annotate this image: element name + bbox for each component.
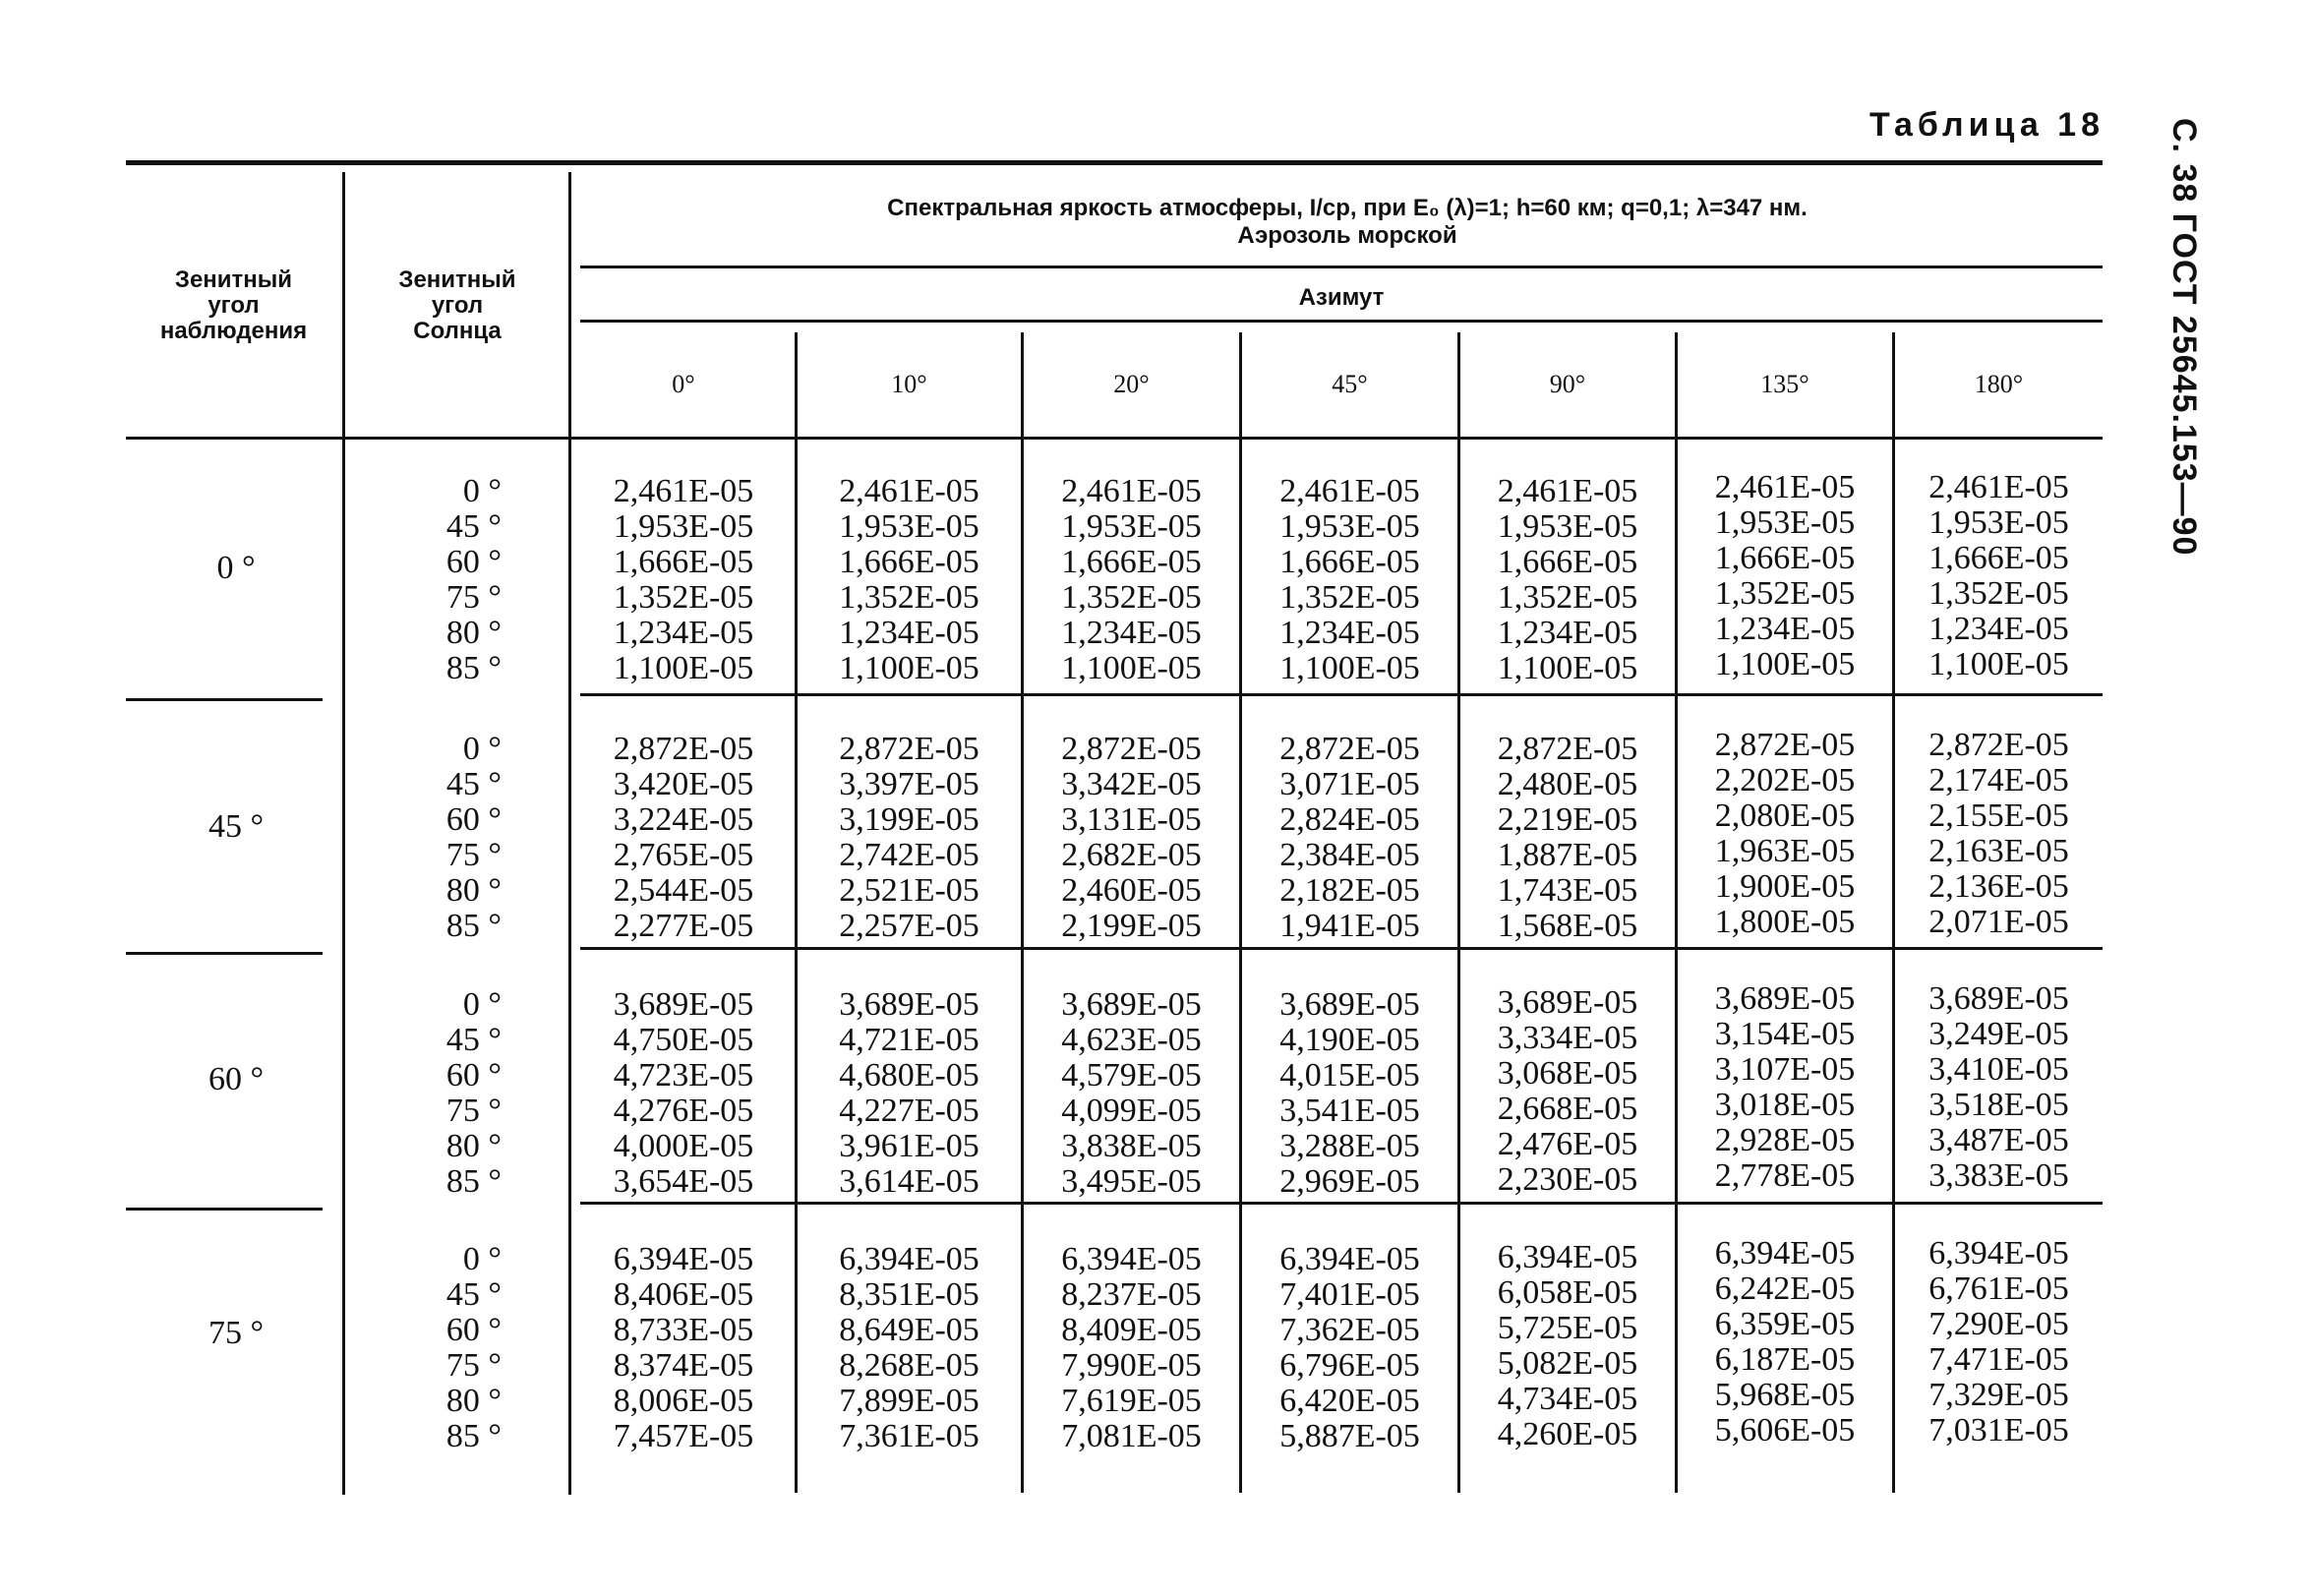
value-column (1460, 732, 1675, 944)
table-cell: 7,990E-05 (1061, 1347, 1202, 1384)
sun-angle-value: 60 ° (445, 1312, 502, 1348)
table-cell: 1,234E-05 (1061, 615, 1202, 651)
table-cell: 1,100E-05 (839, 650, 979, 686)
sun-angle-header (349, 267, 565, 344)
table-cell: 1,666E-05 (1279, 544, 1420, 580)
table-cell: 4,260E-05 (1497, 1416, 1638, 1452)
azimuth-col-45: 45° (1332, 370, 1368, 398)
group-rule-3b (580, 1202, 2103, 1205)
azimuth-rule (580, 320, 2103, 323)
azimuth-col-180: 180° (1974, 370, 2024, 398)
table-cell: 1,234E-05 (839, 615, 979, 651)
table-cell: 2,872E-05 (1714, 727, 1856, 763)
table-cell: 7,471E-05 (1928, 1341, 2069, 1378)
table-cell: 4,721E-05 (839, 1022, 979, 1058)
table-cell: 1,666E-05 (1714, 540, 1856, 576)
sun-angle-value: 45 ° (445, 1276, 502, 1313)
table-cell: 8,409E-05 (1061, 1312, 1202, 1348)
table-cell: 3,689E-05 (1279, 986, 1420, 1023)
table-cell: 3,342E-05 (1061, 766, 1202, 802)
table-cell: 2,668E-05 (1497, 1091, 1638, 1127)
table-cell: 3,487E-05 (1928, 1122, 2069, 1158)
table-cell: 1,666E-05 (1497, 544, 1638, 580)
caption-line-1: Спектральная яркость атмосферы, I/ср, при E₀ (λ)=1; h=60 км; q=0,1; λ=347 нм. (887, 195, 1808, 221)
table-cell: 1,352E-05 (1061, 579, 1202, 616)
table-cell: 1,953E-05 (613, 508, 754, 545)
value-column (798, 474, 1021, 686)
group-rule-2b (580, 947, 2103, 950)
table-cell: 2,461E-05 (1714, 469, 1856, 505)
table-cell: 3,071E-05 (1279, 766, 1420, 802)
caption-line-2: Аэрозоль морской (1237, 222, 1457, 249)
table-cell: 3,018E-05 (1714, 1087, 1856, 1123)
caption-rule (580, 266, 2103, 268)
value-column (1678, 470, 1892, 682)
table-cell: 3,689E-05 (1061, 986, 1202, 1023)
obs-angle-header-line: Зенитный (174, 266, 293, 293)
table-cell: 3,689E-05 (1714, 980, 1856, 1017)
table-cell: 8,268E-05 (839, 1347, 979, 1384)
table-cell: 1,352E-05 (1714, 575, 1856, 612)
value-column (572, 987, 795, 1200)
table-cell: 3,961E-05 (839, 1128, 979, 1164)
sun-angle-list (384, 732, 502, 944)
table-cell: 2,163E-05 (1928, 833, 2069, 869)
table-cell: 3,288E-05 (1279, 1128, 1420, 1164)
value-column (1460, 1240, 1675, 1452)
value-column (1460, 985, 1675, 1198)
table-cell: 1,352E-05 (839, 579, 979, 616)
table-cell: 3,420E-05 (613, 766, 754, 802)
table-cell: 7,329E-05 (1928, 1377, 2069, 1413)
table-cell: 2,872E-05 (839, 731, 979, 767)
table-cell: 1,100E-05 (1279, 650, 1420, 686)
table-cell: 8,006E-05 (613, 1383, 754, 1419)
table-cell: 2,257E-05 (839, 908, 979, 944)
table-cell: 3,614E-05 (839, 1163, 979, 1200)
table-cell: 1,953E-05 (1714, 504, 1856, 541)
table-cell: 2,824E-05 (1279, 801, 1420, 838)
value-column (798, 1242, 1021, 1454)
table-cell: 4,190E-05 (1279, 1022, 1420, 1058)
sun-angle-value: 0 ° (462, 473, 502, 509)
table-cell: 3,199E-05 (839, 801, 979, 838)
table-cell: 1,666E-05 (1928, 540, 2069, 576)
sun-angle-value: 75 ° (445, 1347, 502, 1384)
value-column (1460, 474, 1675, 686)
table-cell: 3,068E-05 (1497, 1055, 1638, 1092)
table-cell: 2,182E-05 (1279, 872, 1420, 909)
value-column (1895, 1236, 2103, 1448)
sun-angle-list (384, 1242, 502, 1454)
table-cell: 2,969E-05 (1279, 1163, 1420, 1200)
obs-angle-header-line: угол (208, 292, 260, 319)
value-column (798, 732, 1021, 944)
table-cell: 3,541E-05 (1279, 1093, 1420, 1129)
table-cell: 2,872E-05 (1928, 727, 2069, 763)
table-cell: 1,953E-05 (1279, 508, 1420, 545)
value-column (1895, 470, 2103, 682)
table-cell: 4,623E-05 (1061, 1022, 1202, 1058)
table-cell: 8,406E-05 (613, 1276, 754, 1313)
table-cell: 6,394E-05 (613, 1241, 754, 1277)
sun-angle-value: 45 ° (445, 766, 502, 802)
table-cell: 1,234E-05 (613, 615, 754, 651)
table-cell: 2,928E-05 (1714, 1122, 1856, 1158)
table-cell: 2,277E-05 (613, 908, 754, 944)
value-column (1678, 728, 1892, 940)
table-cell: 2,461E-05 (1928, 469, 2069, 505)
obs-angle-value: 60 ° (208, 1061, 265, 1097)
table-cell: 3,518E-05 (1928, 1087, 2069, 1123)
table-cell: 2,155E-05 (1928, 798, 2069, 834)
top-rule (126, 160, 2103, 165)
table-cell: 3,689E-05 (613, 986, 754, 1023)
table-cell: 1,666E-05 (613, 544, 754, 580)
table-cell: 1,352E-05 (613, 579, 754, 616)
table-cell: 2,461E-05 (1497, 473, 1638, 509)
table-cell: 2,682E-05 (1061, 837, 1202, 873)
sun-angle-value: 75 ° (445, 1093, 502, 1129)
table-caption (590, 195, 2105, 250)
value-column (1242, 987, 1457, 1200)
table-cell: 6,359E-05 (1714, 1306, 1856, 1342)
table-cell: 1,100E-05 (1928, 646, 2069, 682)
table-cell: 1,743E-05 (1497, 872, 1638, 909)
value-column (1024, 732, 1239, 944)
table-cell: 3,495E-05 (1061, 1163, 1202, 1200)
group-rule-1 (126, 698, 323, 701)
sun-angle-value: 60 ° (445, 801, 502, 838)
sun-angle-value: 80 ° (445, 872, 502, 909)
table-cell: 3,154E-05 (1714, 1016, 1856, 1052)
value-column (1242, 474, 1457, 686)
sun-angle-value: 85 ° (445, 650, 502, 686)
table-cell: 2,136E-05 (1928, 868, 2069, 905)
table-cell: 6,394E-05 (1497, 1239, 1638, 1275)
table-cell: 2,174E-05 (1928, 762, 2069, 798)
sun-angle-list (384, 474, 502, 686)
table-cell: 1,953E-05 (1928, 504, 2069, 541)
sun-angle-value: 45 ° (445, 1022, 502, 1058)
table-cell: 1,963E-05 (1714, 833, 1856, 869)
table-cell: 8,733E-05 (613, 1312, 754, 1348)
sun-angle-value: 45 ° (445, 508, 502, 545)
table-cell: 4,734E-05 (1497, 1381, 1638, 1417)
table-cell: 7,031E-05 (1928, 1412, 2069, 1448)
table-cell: 2,480E-05 (1497, 766, 1638, 802)
table-label: Таблица 18 (1869, 106, 2105, 144)
table-cell: 3,107E-05 (1714, 1051, 1856, 1088)
table-cell: 2,872E-05 (1061, 731, 1202, 767)
table-cell: 3,131E-05 (1061, 801, 1202, 838)
sun-angle-value: 80 ° (445, 1128, 502, 1164)
table-cell: 8,237E-05 (1061, 1276, 1202, 1313)
value-column (1242, 1242, 1457, 1454)
table-cell: 8,374E-05 (613, 1347, 754, 1384)
table-cell: 1,953E-05 (839, 508, 979, 545)
table-cell: 1,953E-05 (1497, 508, 1638, 545)
table-cell: 5,082E-05 (1497, 1345, 1638, 1382)
table-cell: 2,230E-05 (1497, 1161, 1638, 1198)
table-cell: 1,887E-05 (1497, 837, 1638, 873)
table-cell: 2,461E-05 (1279, 473, 1420, 509)
value-column (1678, 1236, 1892, 1448)
azimuth-col-20: 20° (1113, 370, 1150, 398)
table-cell: 2,080E-05 (1714, 798, 1856, 834)
azimuth-col-0: 0° (672, 370, 695, 398)
azimuth-header: Азимут (1298, 284, 1385, 311)
value-column (572, 732, 795, 944)
table-cell: 2,778E-05 (1714, 1157, 1856, 1194)
group-rule-2 (126, 952, 323, 955)
table-cell: 1,352E-05 (1279, 579, 1420, 616)
table-cell: 2,872E-05 (1279, 731, 1420, 767)
table-cell: 1,234E-05 (1928, 611, 2069, 647)
table-cell: 6,394E-05 (839, 1241, 979, 1277)
table-cell: 7,899E-05 (839, 1383, 979, 1419)
table-cell: 5,968E-05 (1714, 1377, 1856, 1413)
table-cell: 4,276E-05 (613, 1093, 754, 1129)
sun-angle-header-line: Зенитный (398, 266, 516, 293)
table-cell: 3,410E-05 (1928, 1051, 2069, 1088)
table-cell: 3,838E-05 (1061, 1128, 1202, 1164)
sun-angle-value: 0 ° (462, 731, 502, 767)
table-cell: 4,000E-05 (613, 1128, 754, 1164)
sun-angle-header-line: угол (431, 292, 484, 319)
table-cell: 4,227E-05 (839, 1093, 979, 1129)
table-cell: 2,461E-05 (1061, 473, 1202, 509)
table-cell: 7,361E-05 (839, 1418, 979, 1454)
sun-angle-value: 85 ° (445, 908, 502, 944)
azimuth-col-10: 10° (891, 370, 927, 398)
sun-angle-value: 0 ° (462, 1241, 502, 1277)
obs-angle-value: 45 ° (208, 808, 265, 845)
table-cell: 2,384E-05 (1279, 837, 1420, 873)
table-cell: 6,058E-05 (1497, 1274, 1638, 1311)
table-cell: 6,394E-05 (1279, 1241, 1420, 1277)
table-cell: 6,394E-05 (1061, 1241, 1202, 1277)
sun-angle-value: 75 ° (445, 579, 502, 616)
table-cell: 5,725E-05 (1497, 1310, 1638, 1346)
table-cell: 3,383E-05 (1928, 1157, 2069, 1194)
table-cell: 1,666E-05 (839, 544, 979, 580)
obs-angle-header (128, 267, 339, 344)
table-cell: 1,352E-05 (1497, 579, 1638, 616)
table-cell: 1,900E-05 (1714, 868, 1856, 905)
table-cell: 3,689E-05 (1497, 984, 1638, 1021)
table-cell: 2,461E-05 (839, 473, 979, 509)
table-cell: 7,401E-05 (1279, 1276, 1420, 1313)
table-cell: 7,290E-05 (1928, 1306, 2069, 1342)
table-cell: 2,461E-05 (613, 473, 754, 509)
table-cell: 4,579E-05 (1061, 1057, 1202, 1094)
value-column (1678, 981, 1892, 1194)
table-cell: 2,742E-05 (839, 837, 979, 873)
sun-angle-header-line: Солнца (413, 318, 502, 344)
table-cell: 1,234E-05 (1497, 615, 1638, 651)
sun-angle-value: 85 ° (445, 1418, 502, 1454)
table-cell: 5,887E-05 (1279, 1418, 1420, 1454)
sun-angle-value: 80 ° (445, 615, 502, 651)
table-cell: 2,202E-05 (1714, 762, 1856, 798)
azimuth-col-135: 135° (1760, 370, 1809, 398)
sun-angle-value: 0 ° (462, 986, 502, 1023)
table-cell: 7,619E-05 (1061, 1383, 1202, 1419)
sun-angle-value: 80 ° (445, 1383, 502, 1419)
table-cell: 6,394E-05 (1928, 1235, 2069, 1271)
table-cell: 3,654E-05 (613, 1163, 754, 1200)
value-column (1895, 728, 2103, 940)
obs-angle-value: 75 ° (208, 1315, 265, 1351)
table-cell: 3,397E-05 (839, 766, 979, 802)
table-cell: 2,872E-05 (613, 731, 754, 767)
table-cell: 1,352E-05 (1928, 575, 2069, 612)
table-cell: 4,723E-05 (613, 1057, 754, 1094)
table-cell: 1,666E-05 (1061, 544, 1202, 580)
group-rule-3 (126, 1208, 323, 1211)
table-cell: 2,219E-05 (1497, 801, 1638, 838)
table-cell: 2,872E-05 (1497, 731, 1638, 767)
table-cell: 4,099E-05 (1061, 1093, 1202, 1129)
table-cell: 2,460E-05 (1061, 872, 1202, 909)
table-cell: 3,224E-05 (613, 801, 754, 838)
table-cell: 8,351E-05 (839, 1276, 979, 1313)
table-cell: 6,420E-05 (1279, 1383, 1420, 1419)
value-column (1242, 732, 1457, 944)
value-column (1024, 987, 1239, 1200)
azimuth-col-90: 90° (1549, 370, 1586, 398)
table-cell: 6,242E-05 (1714, 1271, 1856, 1307)
table-cell: 2,199E-05 (1061, 908, 1202, 944)
obs-angle-header-line: наблюдения (159, 318, 308, 344)
sun-angle-value: 60 ° (445, 1057, 502, 1094)
table-cell: 1,953E-05 (1061, 508, 1202, 545)
table-cell: 1,800E-05 (1714, 904, 1856, 940)
table-cell: 7,362E-05 (1279, 1312, 1420, 1348)
value-column (1895, 981, 2103, 1194)
table-cell: 1,100E-05 (1497, 650, 1638, 686)
table-cell: 3,689E-05 (1928, 980, 2069, 1017)
table-cell: 6,796E-05 (1279, 1347, 1420, 1384)
col-rule-values-left (568, 172, 571, 1495)
table-cell: 4,015E-05 (1279, 1057, 1420, 1094)
table-cell: 3,334E-05 (1497, 1020, 1638, 1056)
value-column (798, 987, 1021, 1200)
sun-angle-value: 85 ° (445, 1163, 502, 1200)
table-cell: 6,187E-05 (1714, 1341, 1856, 1378)
table-cell: 1,941E-05 (1279, 908, 1420, 944)
table-cell: 1,100E-05 (613, 650, 754, 686)
sun-angle-value: 60 ° (445, 544, 502, 580)
table-cell: 7,081E-05 (1061, 1418, 1202, 1454)
table-cell: 4,680E-05 (839, 1057, 979, 1094)
table-cell: 2,544E-05 (613, 872, 754, 909)
value-column (572, 474, 795, 686)
value-column (1024, 1242, 1239, 1454)
obs-angle-value: 0 ° (216, 550, 256, 586)
table-cell: 2,765E-05 (613, 837, 754, 873)
value-column (572, 1242, 795, 1454)
table-cell: 4,750E-05 (613, 1022, 754, 1058)
header-bottom-rule (126, 437, 2103, 440)
table-cell: 1,100E-05 (1061, 650, 1202, 686)
group-rule-1b (580, 693, 2103, 696)
table-cell: 1,234E-05 (1714, 611, 1856, 647)
page-side-label: С. 38 ГОСТ 25645.153—90 (2165, 118, 2203, 557)
table-cell: 1,568E-05 (1497, 908, 1638, 944)
sun-angle-value: 75 ° (445, 837, 502, 873)
table-cell: 2,476E-05 (1497, 1126, 1638, 1162)
table-cell: 5,606E-05 (1714, 1412, 1856, 1448)
table-cell: 8,649E-05 (839, 1312, 979, 1348)
sun-angle-list (384, 987, 502, 1200)
table-cell: 7,457E-05 (613, 1418, 754, 1454)
table-cell: 6,761E-05 (1928, 1271, 2069, 1307)
table-cell: 6,394E-05 (1714, 1235, 1856, 1271)
table-cell: 2,521E-05 (839, 872, 979, 909)
table-cell: 3,249E-05 (1928, 1016, 2069, 1052)
table-cell: 1,100E-05 (1714, 646, 1856, 682)
value-column (1024, 474, 1239, 686)
table-cell: 1,234E-05 (1279, 615, 1420, 651)
table-cell: 2,071E-05 (1928, 904, 2069, 940)
table-cell: 3,689E-05 (839, 986, 979, 1023)
